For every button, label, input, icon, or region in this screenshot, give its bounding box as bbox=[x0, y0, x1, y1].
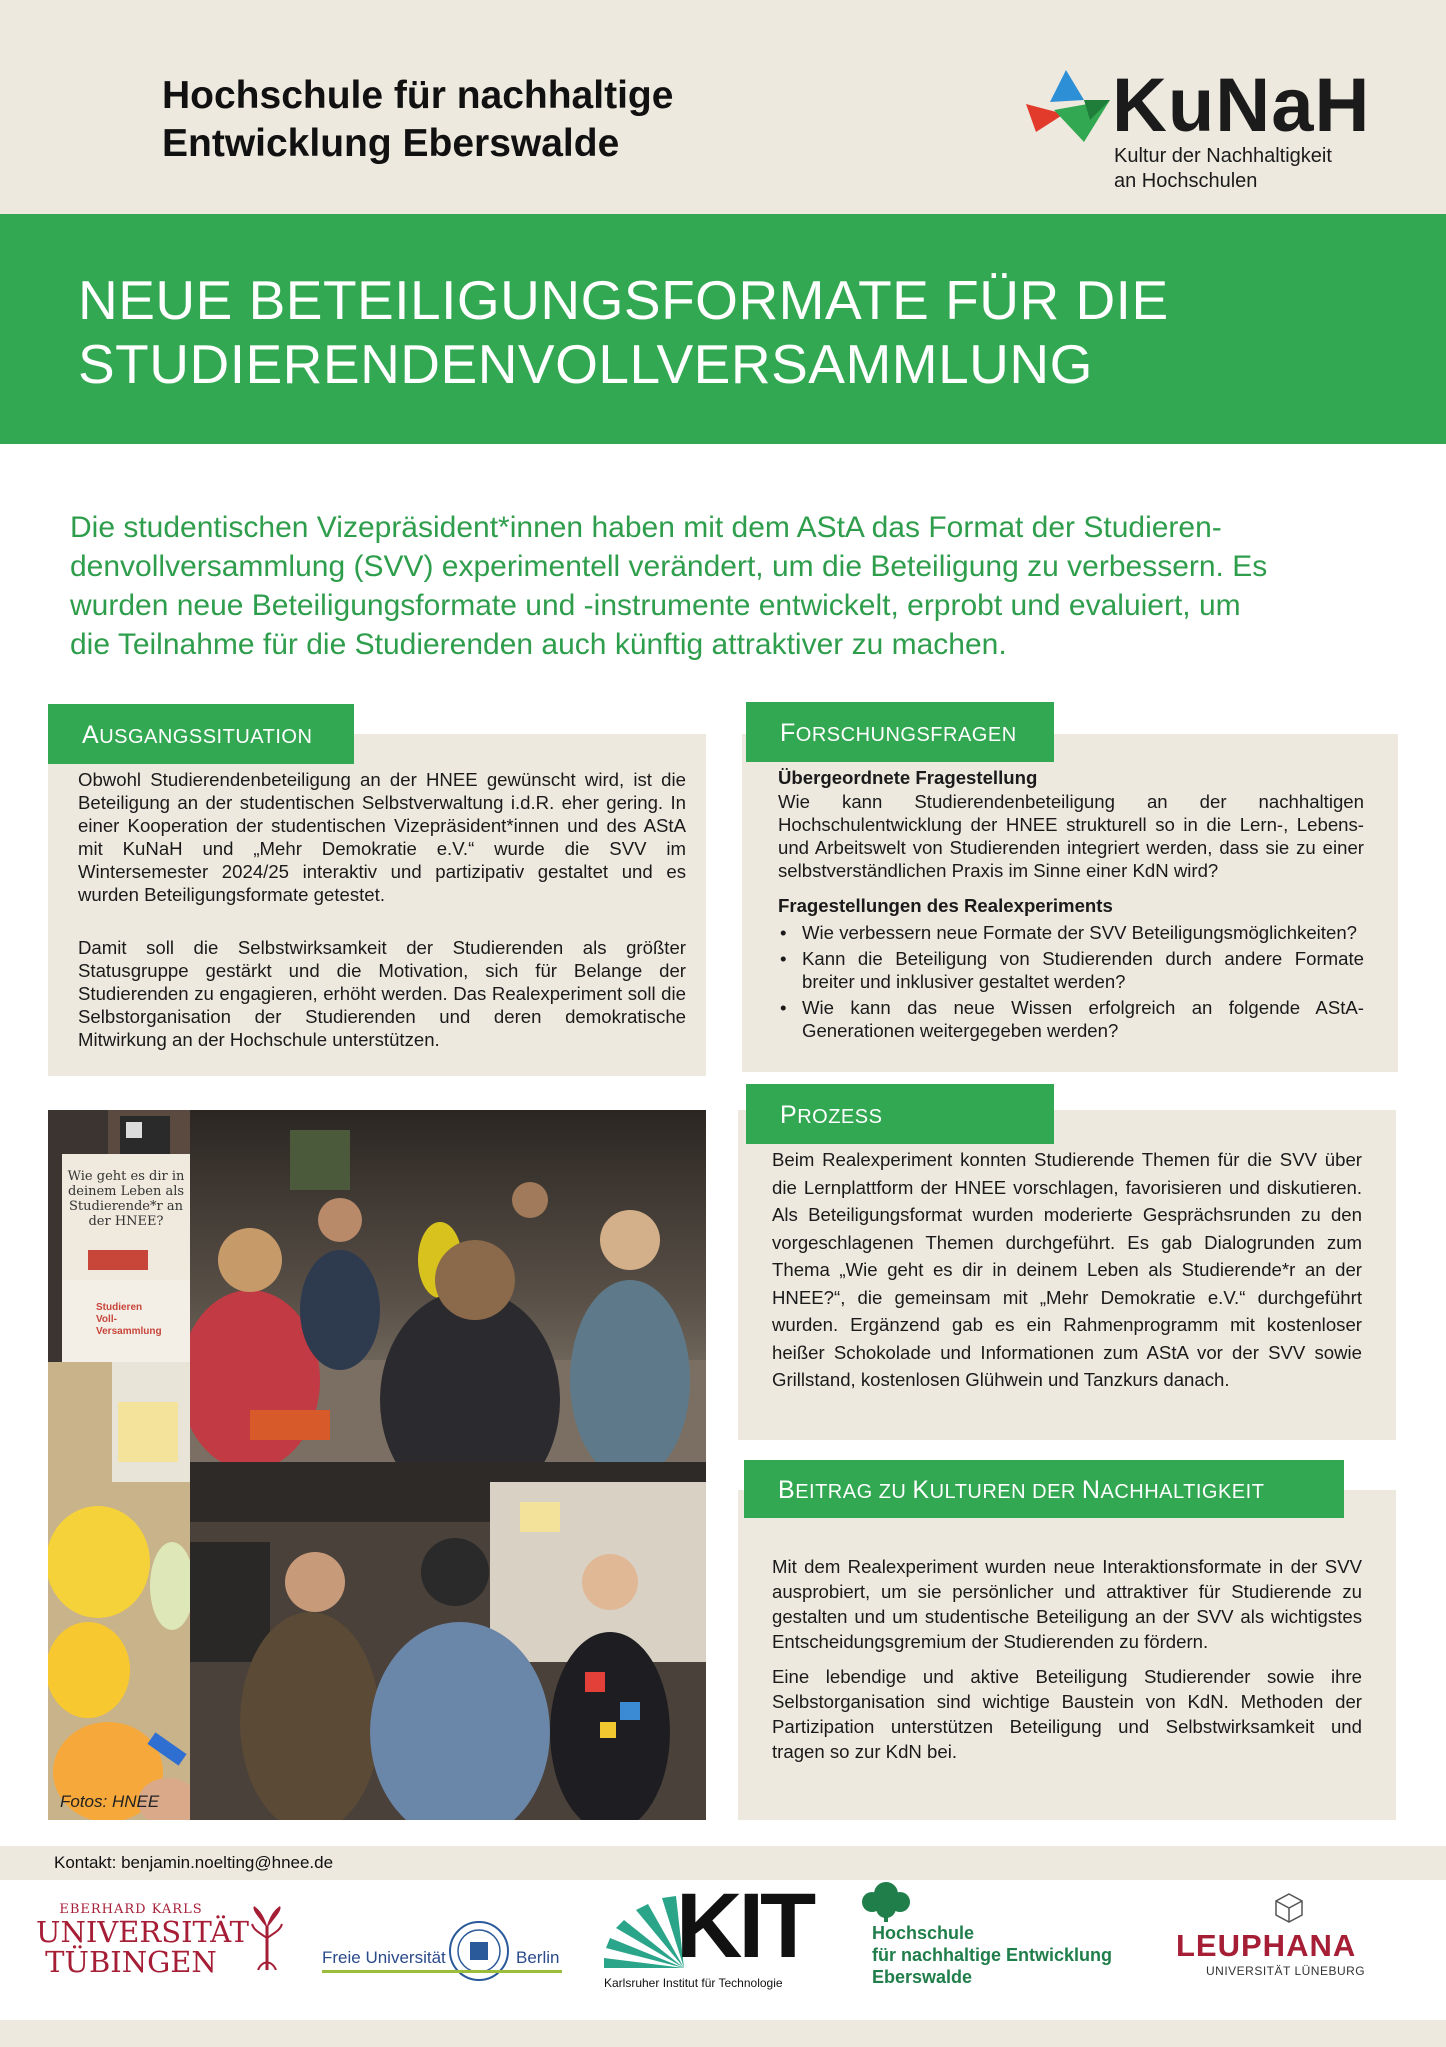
fu-logo-right: Berlin bbox=[516, 1948, 560, 1967]
photo-sticky-notes bbox=[48, 1362, 190, 1820]
photo-credit: Fotos: HNEE bbox=[60, 1792, 160, 1811]
partner-logos bbox=[0, 1875, 1446, 2020]
fu-logo-left: Freie Universität bbox=[322, 1948, 446, 1967]
beitrag-heading-n: N bbox=[1081, 1476, 1101, 1504]
forschungsfragen-bullet-3: • Wie kann das neue Wissen erfolgreich an folgende AStA-Generationen weitergegeben werden? bbox=[778, 996, 1364, 1042]
poster-title bbox=[78, 268, 1398, 396]
intro-line4: die Teilnahme für die Studierenden auch künftig attraktiver zu machen. bbox=[70, 628, 1007, 661]
photo-standing-conversation bbox=[190, 1462, 706, 1820]
poster-question-line2: deinem Leben als bbox=[67, 1184, 185, 1199]
beitrag-heading-k-rest: ULTUREN DER bbox=[929, 1481, 1082, 1503]
forschungsfragen-bullet-2: • Kann die Beteiligung von Studierenden durch andere Formate breiter und inklusiver gestaltet werden? bbox=[778, 947, 1364, 993]
prozess-heading bbox=[746, 1084, 1054, 1144]
intro-line2: denvollversammlung (SVV) experimentell verändert, um die Beteiligung zu verbessern. Es bbox=[70, 550, 1268, 583]
poster-brand-line2: Voll- bbox=[96, 1314, 117, 1325]
beitrag-paragraph-1: Mit dem Realexperiment wurden neue Interaktionsformate in der SVV ausprobiert, um sie persönlicher und attraktiver für Studierende zu gestalten und um studentische Beteiligung an der SVV als wichtigstes Entscheidungsgremium der Studierenden zu fördern. bbox=[772, 1556, 1362, 1652]
kit-logo-word: KIT bbox=[676, 1875, 813, 1977]
forschungsfragen-main-question: Wie kann Studierendenbeteiligung an der nachhaltigen Hochschulentwicklung der HNEE strukturell so in die Lern-, Lebens- und Arbeitswelt von Studierenden integriert werden, dass sie zu einer selbstverständlichen Praxis im Sinne einer KdN wird? bbox=[778, 791, 1364, 881]
intro-line1: Die studentischen Vizepräsident*innen haben mit dem AStA das Format der Studieren- bbox=[70, 511, 1222, 544]
poster-question-line4: der HNEE? bbox=[88, 1214, 164, 1229]
poster-brand-line3: Versammlung bbox=[96, 1326, 162, 1337]
tuebingen-logo-line2: TÜBINGEN bbox=[45, 1945, 217, 1979]
leuphana-logo-subtitle: UNIVERSITÄT LÜNEBURG bbox=[1206, 1964, 1366, 1978]
beitrag-heading bbox=[744, 1460, 1344, 1518]
institution-name-line1: Hochschule für nachhaltige bbox=[162, 74, 674, 117]
hnee-logo-line2: für nachhaltige Entwicklung bbox=[872, 1945, 1113, 1965]
photo-discussion-circle bbox=[190, 1110, 706, 1462]
beitrag-paragraph-2: Eine lebendige und aktive Beteiligung Studierender sowie ihre Selbstorganisation sind wichtige Baustein von KdN. Methoden der Partizipation unterstützen Beteiligung und Selbstwirksamkeit und tragen so zur KdN bei. bbox=[772, 1666, 1362, 1762]
hnee-tree-icon bbox=[860, 1880, 912, 1922]
ausgangssituation-body bbox=[78, 768, 686, 1051]
leuphana-cube-icon bbox=[1274, 1892, 1304, 1924]
beitrag-heading-n-rest: ACHHALTIGKEIT bbox=[1100, 1481, 1265, 1503]
institution-name bbox=[162, 72, 812, 168]
tuebingen-logo bbox=[36, 1902, 249, 2002]
kunah-logo-mark-icon bbox=[1026, 70, 1114, 146]
institution-name-line2: Entwicklung Eberswalde bbox=[162, 122, 620, 165]
poster-question-line1: Wie geht es dir in bbox=[67, 1169, 185, 1184]
kit-logo-subtitle: Karlsruher Institut für Technologie bbox=[604, 1976, 783, 1990]
forschungsfragen-heading-rest: ORSCHUNGSFRAGEN bbox=[795, 724, 1017, 746]
beitrag-heading-b-rest: EITRAG ZU bbox=[795, 1481, 913, 1503]
forschungsfragen-bullet-list bbox=[778, 921, 1364, 1042]
forschungsfragen-subheading-main: Übergeordnete Fragestellung bbox=[778, 767, 1038, 788]
fu-underline bbox=[322, 1970, 562, 1973]
contact-info: Kontakt: benjamin.noelting@hnee.de bbox=[54, 1853, 334, 1872]
prozess-body: Beim Realexperiment konnten Studierende Themen für die SVV über die Lernplattform der HNEE vorschlagen, favorisieren und diskutieren. Als Beteiligungsformat wurden moderierte Gesprächsrunden zu den vorgeschlagenen Themen durchgeführt. Es gab Dialogrunden zum Thema „Wie geht es dir in deinem Leben als Studierende*r an der HNEE?“, die gemeinsam mit „Mehr Demokratie e.V.“ durchgeführt wurden. Ergänzend gab es ein Rahmenprogramm mit kostenloser heißer Schokolade und Informationen zum AStA vor der SVV sowie Grillstand, kostenlosen Glühwein und Tanzkurs danach. bbox=[772, 1149, 1362, 1390]
ausgangssituation-heading-initial: A bbox=[82, 721, 100, 749]
poster-title-line1: NEUE BETEILIGUNGSFORMATE FÜR DIE bbox=[78, 269, 1169, 331]
beitrag-body bbox=[772, 1554, 1362, 1764]
forschungsfragen-subheading-experiment: Fragestellungen des Realexperiments bbox=[778, 895, 1113, 916]
kit-fan-icon bbox=[604, 1896, 684, 1968]
ausgangssituation-heading bbox=[48, 704, 354, 764]
hnee-logo-text bbox=[872, 1922, 1112, 1988]
forschungsfragen-bullet-1: • Wie verbessern neue Formate der SVV Beteiligungsmöglichkeiten? bbox=[778, 921, 1364, 944]
beitrag-heading-k: K bbox=[912, 1476, 930, 1504]
ausgangssituation-paragraph-1: Obwohl Studierendenbeteiligung an der HNEE gewünscht wird, ist die Beteiligung an der studentischen Selbstverwaltung i.d.R. eher gering. In einer Kooperation der studentischen Vizepräsident*innen und des AStA mit KuNaH und „Mehr Demokratie e.V.“ wurde die SVV im Wintersemester 2024/25 interaktiv und partizipativ gestaltet und es wurden Beteiligungsformate getestet. bbox=[78, 769, 686, 905]
ausgangssituation-heading-rest: USGANGSSITUATION bbox=[99, 726, 313, 748]
leuphana-logo-name: LEUPHANA bbox=[1176, 1928, 1357, 1963]
poster-question-line3: Studierende*r an bbox=[69, 1199, 183, 1214]
ausgangssituation-paragraph-2: Damit soll die Selbstwirksamkeit der Studierenden als größter Statusgruppe gestärkt und die Motivation, sich für Belange der Studierenden zu engagieren, erhöht werden. Das Realexperiment soll die Selbstorganisation der Studierenden und deren demokratische Mitwirkung an der Hochschule unterstützen. bbox=[78, 937, 686, 1050]
intro-paragraph bbox=[70, 508, 1390, 664]
prozess-heading-rest: ROZESS bbox=[797, 1106, 883, 1128]
hnee-logo-line1: Hochschule bbox=[872, 1923, 975, 1943]
bottom-strip bbox=[0, 2020, 1446, 2047]
tuebingen-palm-icon bbox=[250, 1904, 284, 1970]
photo-poster-stand bbox=[48, 1110, 190, 1362]
kunah-logo-wordmark: KuNaH bbox=[1112, 63, 1371, 148]
intro-line3: wurden neue Beteiligungsformate und -instrumente entwickelt, erprobt und evaluiert, um bbox=[70, 589, 1241, 622]
forschungsfragen-body bbox=[778, 766, 1364, 1042]
forschungsfragen-heading-initial: F bbox=[780, 719, 796, 747]
kunah-logo-subtitle bbox=[1114, 144, 1332, 194]
forschungsfragen-heading bbox=[746, 702, 1054, 762]
kunah-logo-subtitle-line1: Kultur der Nachhaltigkeit bbox=[1114, 145, 1332, 167]
tuebingen-logo-small: EBERHARD KARLS bbox=[59, 1902, 203, 1917]
poster-title-line2: STUDIERENDENVOLLVERSAMMLUNG bbox=[78, 333, 1093, 395]
poster-brand-line1: Studieren bbox=[96, 1302, 143, 1313]
beitrag-heading-b: B bbox=[778, 1476, 796, 1504]
kunah-logo-subtitle-line2: an Hochschulen bbox=[1114, 170, 1258, 192]
tuebingen-logo-line1: UNIVERSITÄT bbox=[36, 1915, 249, 1949]
prozess-heading-initial: P bbox=[780, 1101, 798, 1129]
hnee-logo-line3: Eberswalde bbox=[872, 1967, 973, 1987]
